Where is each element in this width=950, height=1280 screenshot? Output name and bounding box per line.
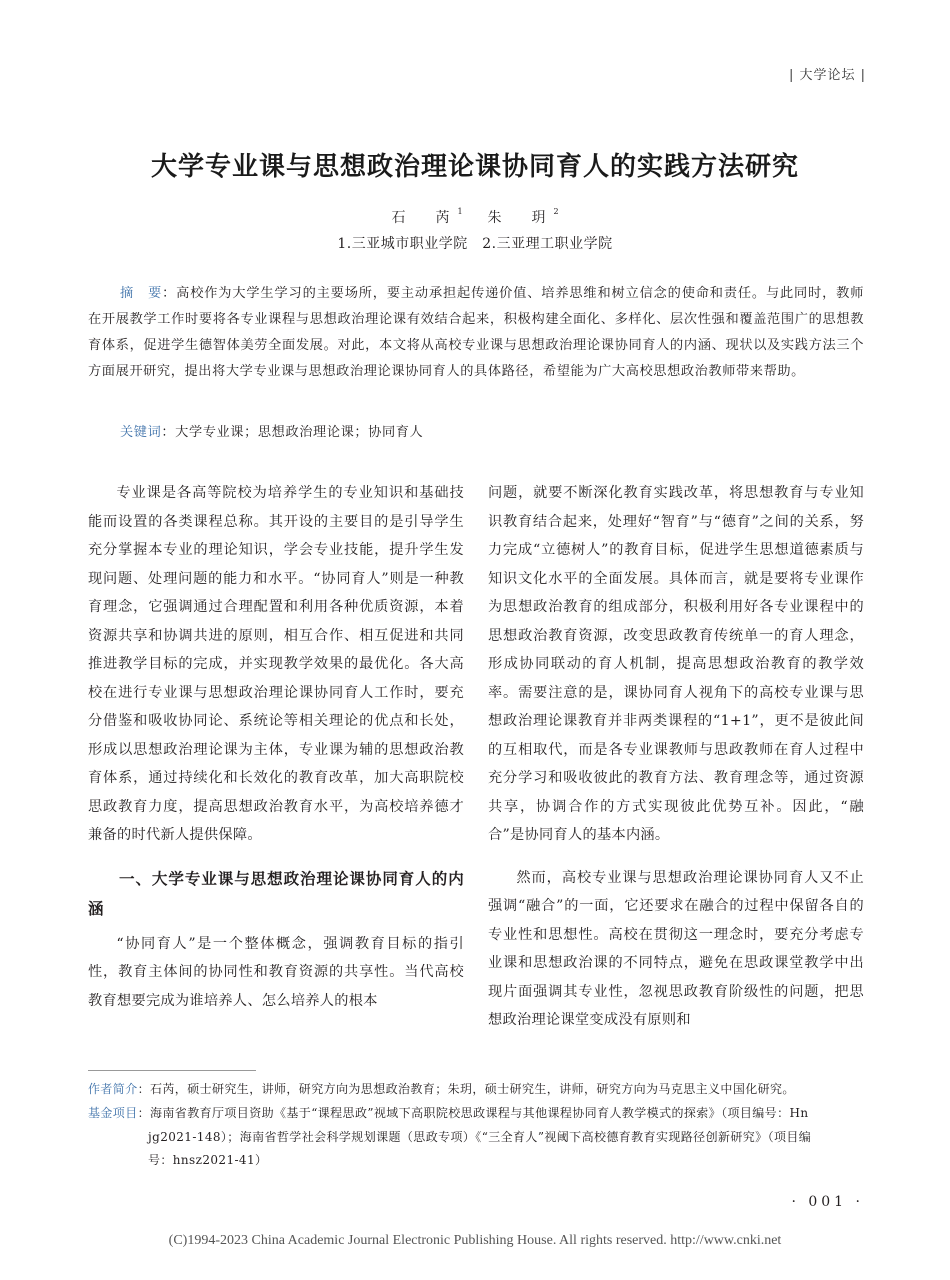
author-note: [88, 1078, 864, 1102]
section-heading: 一、大学专业课与思想政治理论课协同育人的内涵: [88, 869, 464, 918]
fund-note-text-3: 号：hnsz2021-41）: [148, 1153, 268, 1167]
abstract-text: ：高校作为大学生学习的主要场所，要主动承担起传递价值、培养思维和树立信念的使命和责任。与此同时，教师在开展教学工作时要将各专业课程与思想政治理论课有效结合起来，积极构建全面化、多样化、层次性强和覆盖范围广的思想教育体系，促进学生德智体美劳全面发展。对此，本文将从高校专业课与思想政治理论课协同育人的内涵、现状以及实践方法三个方面展开研究，提出将大学专业课与思想政治理论课协同育人的具体路径，希望能为广大高校思想政治教师带来帮助。: [88, 286, 864, 379]
paragraph: 专业课是各高等院校为培养学生的专业知识和基础技能而设置的各类课程总称。其开设的主要目的是引导学生充分掌握本专业的理论知识，学会专业技能，提升学生发现问题、处理问题的能力和水平。“协同育人”则是一种教育理念，它强调通过合理配置和利用各种优质资源，本着资源共享和协调共进的原则，相互合作、相互促进和共同推进教学目标的完成，并实现教学效果的最优化。各大高校在进行专业课与思想政治理论课协同育人工作时，要充分借鉴和吸收协同论、系统论等相关理论的优点和长处，形成以思想政治理论课为主体，专业课为辅的思想政治教育体系，通过持续化和长效化的教育改革，加大高职院校思政教育力度，提高思想政治教育水平，为高校培养德才兼备的时代新人提供保障。: [88, 485, 464, 843]
author-note-text: ：石芮，硕士研究生，讲师，研究方向为思想政治教育；朱玥，硕士研究生，讲师，研究方向为马克思主义中国化研究。: [137, 1082, 795, 1096]
keywords-label: 关键词: [120, 425, 162, 440]
keywords-text: ：大学专业课；思想政治理论课；协同育人: [161, 425, 424, 440]
author-2-sup: 2: [553, 207, 559, 216]
abstract-label: 摘 要: [120, 286, 163, 301]
paper-title: 大学专业课与思想政治理论课协同育人的实践方法研究: [150, 152, 799, 182]
paragraph: “协同育人”是一个整体概念，强调教育目标的指引性，教育主体间的协同性和教育资源的共享性。当代高校教育想要完成为谁培养人、怎么培养人的根本: [88, 935, 464, 1009]
authors: [0, 207, 950, 227]
left-column: [88, 479, 464, 1015]
author-2: 朱 玥: [487, 210, 554, 226]
copyright-footer: (C)1994-2023 China Academic Journal Electronic Publishing House. All rights reserved. http://www.cnki.net: [168, 1233, 782, 1248]
paragraph: 然而，高校专业课与思想政治理论课协同育人又不止强调“融合”的一面，它还要求在融合的过程中保留各自的专业性和思想性。高校在贯彻这一理念时，要充分考虑专业课和思想政治课的不同特点，避免在思政课堂教学中出现片面强调其专业性，忽视思政教育阶级性的问题，把思想政治理论课堂变成没有原则和: [488, 869, 864, 1028]
abstract: [88, 281, 864, 385]
footnote-divider: [88, 1070, 256, 1071]
paragraph: 问题，就要不断深化教育实践改革，将思想教育与专业知识教育结合起来，处理好“智育”与“德育”之间的关系，努力完成“立德树人”的教育目标，促进学生思想道德素质与知识文化水平的全面发展。具体而言，就是要将专业课作为思想政治教育的组成部分，积极利用好各专业课程中的思想政治教育资源，改变思政教育传统单一的育人理念，形成协同联动的育人机制，提高思想政治教育的教学效率。需要注意的是，课协同育人视角下的高校专业课与思想政治理论课教育并非两类课程的“1+1”，更不是彼此间的互相取代，而是各专业课教师与思政教师在育人过程中充分学习和吸收彼此的教育方法、教育理念等，通过资源共享，协调合作的方式实现彼此优势互补。因此，“融合”是协同育人的基本内涵。: [488, 485, 864, 843]
keywords: [120, 421, 423, 440]
author-1-sup: 1: [457, 207, 463, 216]
journal-header: | 大学论坛 |: [788, 68, 866, 83]
fund-note-text-2: jg2021-148）；海南省哲学社会科学规划课题（思政专项）《“三全育人”视阈下高校德育教育实现路径创新研究》（项目编: [148, 1129, 812, 1144]
affiliation: 1.三亚城市职业学院 2.三亚理工职业学院: [337, 236, 613, 252]
fund-note-label: 基金项目: [88, 1106, 138, 1120]
author-note-label: 作者简介: [88, 1082, 138, 1096]
page-number: · 001 ·: [791, 1194, 864, 1210]
fund-note: [88, 1102, 864, 1173]
right-column: [488, 479, 864, 1035]
author-1: 石 芮: [391, 210, 458, 226]
fund-note-text-1: ：海南省教育厅项目资助《基于“课程思政”视域下高职院校思政课程与其他课程协同育人教学模式的探索》（项目编号：Hn: [137, 1106, 809, 1120]
